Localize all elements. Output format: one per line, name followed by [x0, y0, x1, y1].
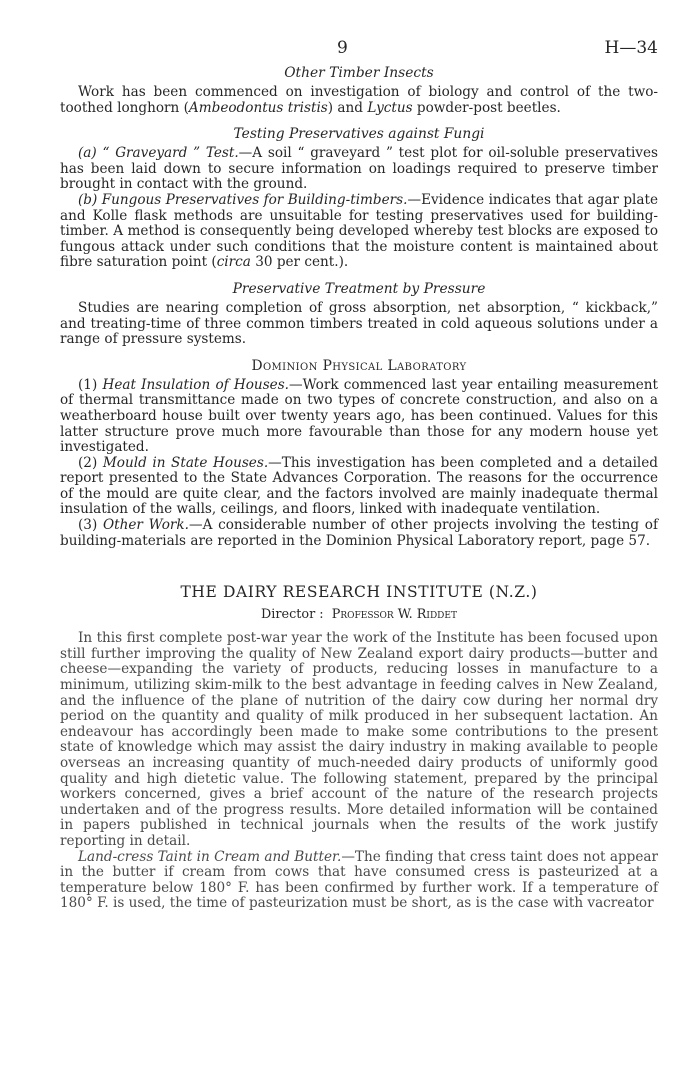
institute-body: [60, 631, 658, 912]
page-header: [60, 38, 658, 64]
document-page: [60, 38, 658, 912]
page-number: 9: [337, 38, 348, 58]
section-heading: Dominion Physical Laboratory: [251, 357, 467, 374]
institute-title: THE DAIRY RESEARCH INSTITUTE (N.Z.): [180, 583, 538, 602]
paragraph: (1) Heat Insulation of Houses.—Work commenced last year entailing measurement of thermal transmittance made on two types of concrete construction, and also on a weatherboard house built over twenty years ago, has been continued. Values for this latter structure prove much more favourable than those for any modern house yet investigated.: [60, 376, 658, 456]
section-heading: Testing Preservatives against Fungi: [233, 126, 485, 143]
paragraph: Land-cress Taint in Cream and Butter.—The finding that cress taint does not appear in the butter if cream from cows that have consumed cress is pasteurized at a temperature below 180° F. has been confirmed by further work. If a temperature of 180° F. is used, the time of pasteurization must be short, as is the case with vacreator: [60, 848, 658, 912]
paragraph: Work has been commenced on investigation of biology and control of the two-toothed longhorn (Ambeodontus tristis) and Lyctus powder-post beetles.: [60, 84, 658, 116]
section-heading: Preservative Treatment by Pressure: [232, 280, 486, 297]
director-line: Director : Professor W. Riddet: [261, 607, 457, 623]
paragraph: Studies are nearing completion of gross absorption, net absorption, “ kickback,” and treating-time of three common timbers treated in cold aqueous solutions under a range of pressure systems.: [60, 299, 658, 348]
paragraph: (b) Fungous Preservatives for Building-timbers.—Evidence indicates that agar plate and Kolle flask methods are unsuitable for testing preservatives used for building-timber. A method is consequently being developed whereby test blocks are exposed to fungous attack under such conditions that the moisture content is maintained about fibre saturation point (circa 30 per cent.).: [60, 191, 659, 271]
paragraph: (2) Mould in State Houses.—This investigation has been completed and a detailed report presented to the State Advances Corporation. The reasons for the occurrence of the mould are quite clear, and the factors involved are mainly inadequate thermal insulation of the walls, ceilings, and floors, linked with inadequate ventilation.: [60, 454, 659, 518]
document-reference: H—34: [604, 38, 658, 58]
paragraph: In this first complete post-war year the work of the Institute has been focused upon still further improving the quality of New Zealand export dairy products—butter and cheese—expanding the variety of products, reducing losses in manufacture to a minimum, utilizing skim-milk to the best advantage in feeding calves in New Zealand, and the influence of the plane of nutrition of the dairy cow during her normal dry period on the quantity and quality of milk produced in her subsequent lactation. An endeavour has accordingly been made to make some contributions to the present state of knowledge which may assist the dairy industry in making available to people overseas an increasing quantity of much-needed dairy products of uniformly good quality and high dietetic value. The following statement, prepared by the principal workers concerned, gives a brief account of the nature of the research projects undertaken and of the progress results. More detailed information will be contained in papers published in technical journals when the results of the work justify reporting in detail.: [60, 630, 658, 849]
paragraph: (a) “ Graveyard ” Test.—A soil “ graveyard ” test plot for oil-soluble preservatives has been laid down to secure information on loadings required to preserve timber brought in contact with the ground.: [60, 145, 658, 193]
paragraph: (3) Other Work.—A considerable number of other projects involving the testing of building-materials are reported in the Dominion Physical Laboratory report, page 57.: [60, 517, 658, 549]
section-heading: Other Timber Insects: [284, 65, 434, 81]
